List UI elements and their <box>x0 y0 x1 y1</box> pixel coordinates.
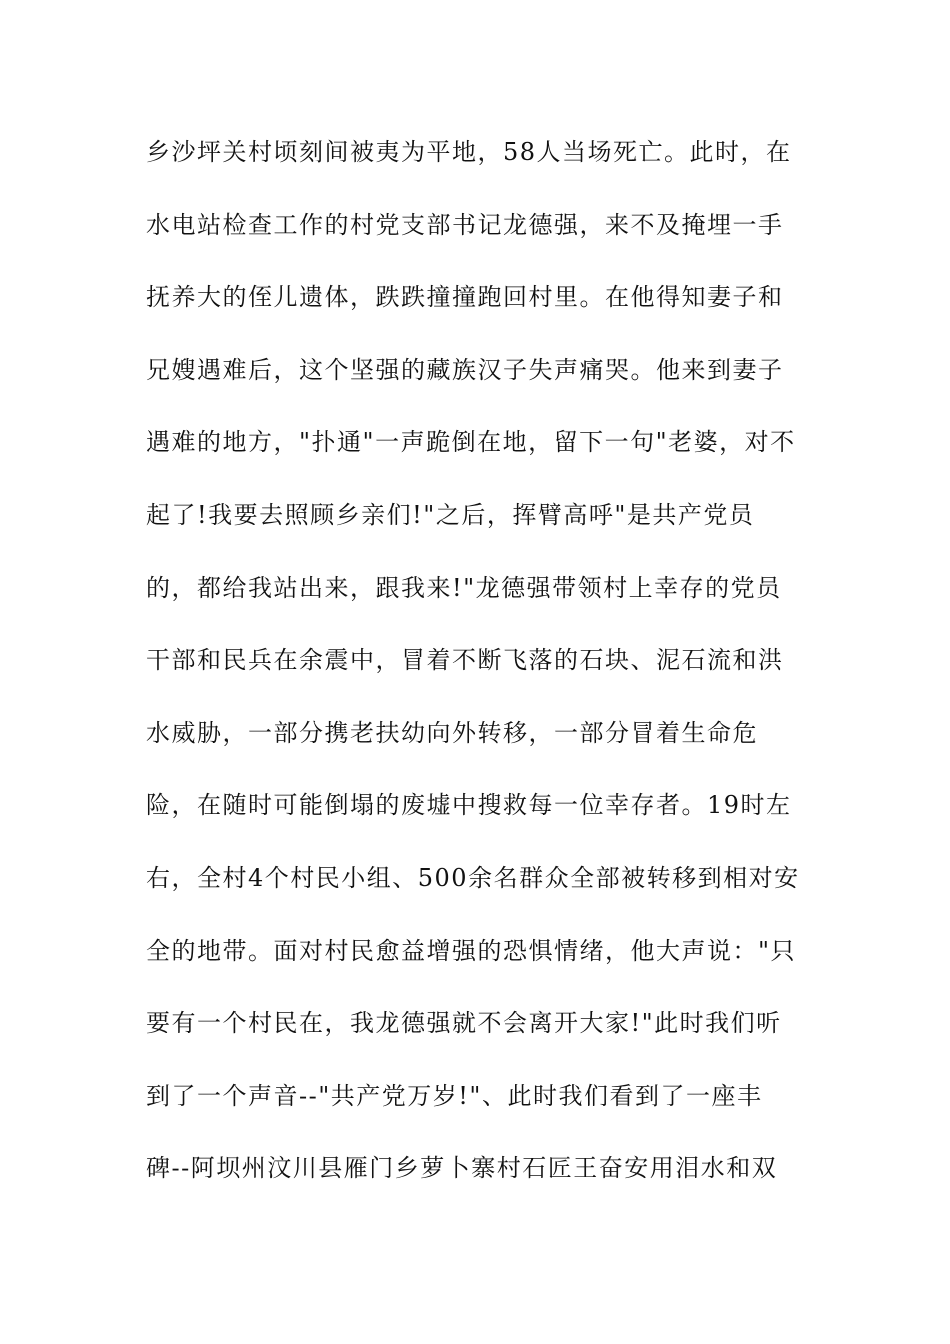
body-text <box>146 130 826 1219</box>
text-line: 全的地带。面对村民愈益增强的恐惧情绪，他大声说："只 <box>146 936 797 965</box>
text-line: 的，都给我站出来，跟我来!"龙德强带领村上幸存的党员 <box>146 573 782 602</box>
text-line: 水电站检查工作的村党支部书记龙德强，来不及掩埋一手 <box>146 210 784 239</box>
text-line: 右，全村4个村民小组、500余名群众全部被转移到相对安 <box>146 863 800 892</box>
text-line: 遇难的地方，"扑通"一声跪倒在地，留下一句"老婆，对不 <box>146 428 796 457</box>
text-line: 干部和民兵在余震中，冒着不断飞落的石块、泥石流和洪 <box>146 646 784 675</box>
text-line: 险，在随时可能倒塌的废墟中搜救每一位幸存者。19时左 <box>146 791 792 820</box>
text-line: 兄嫂遇难后，这个坚强的藏族汉子失声痛哭。他来到妻子 <box>146 355 784 384</box>
text-line: 乡沙坪关村顷刻间被夷为平地，58人当场死亡。此时，在 <box>146 138 792 166</box>
text-line: 要有一个村民在，我龙德强就不会离开大家!"此时我们听 <box>146 1009 782 1038</box>
text-line: 起了!我要去照顾乡亲们!"之后，挥臂高呼"是共产党员 <box>146 500 755 529</box>
text-line: 到了一个声音--"共产党万岁!"、此时我们看到了一座丰 <box>146 1081 763 1110</box>
text-line: 抚养大的侄儿遗体，跌跌撞撞跑回村里。在他得知妻子和 <box>146 283 784 312</box>
text-line: 水威胁，一部分携老扶幼向外转移，一部分冒着生命危 <box>146 718 758 747</box>
text-line: 碑--阿坝州汶川县雁门乡萝卜寨村石匠王奋安用泪水和双 <box>146 1154 778 1183</box>
